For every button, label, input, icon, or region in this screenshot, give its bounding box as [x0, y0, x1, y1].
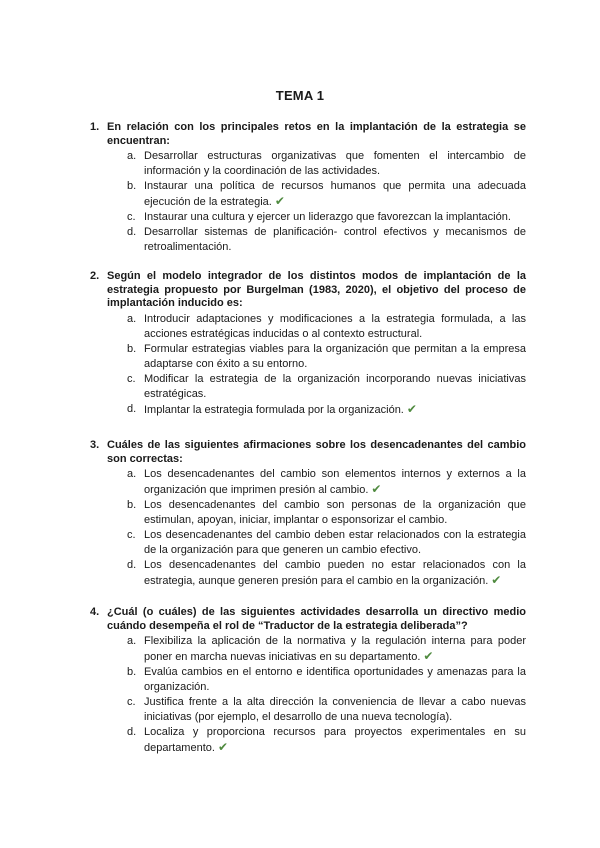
page-title: TEMA 1: [275, 88, 325, 103]
check-mark-icon: ✔: [371, 482, 382, 496]
question-3: [90, 439, 526, 589]
option-2c: [90, 372, 526, 402]
option-3c: [90, 528, 526, 558]
option-text: Introducir adaptaciones y modificaciones a la estrategia formulada, a las acciones estratégicas inducidas o al contexto estructural.: [144, 312, 526, 340]
option-letter: b.: [127, 666, 137, 678]
option-4b: [90, 665, 526, 695]
option-1c: [90, 210, 526, 225]
option-text: Los desencadenantes del cambio son elementos internos y externos a la organización que imprimen presión al cambio.: [144, 468, 526, 496]
option-letter: b.: [127, 342, 137, 355]
option-letter: d.: [127, 559, 137, 571]
option-text: Los desencadenantes del cambio pueden no estar relacionados con la estrategia, aunque generen presión para el cambio en la organización.: [144, 559, 526, 587]
option-letter: b.: [127, 499, 137, 511]
question-1-heading: [90, 121, 526, 148]
check-mark-icon: ✔: [274, 194, 285, 208]
question-1-options: [90, 149, 526, 255]
question-number: 3.: [90, 439, 100, 451]
question-4-options: [90, 634, 526, 756]
question-number: 4.: [90, 606, 100, 618]
option-1a: [90, 149, 526, 179]
option-text: Localiza y proporciona recursos para proyectos experimentales en su departamento.: [144, 726, 526, 754]
option-text: Instaurar una cultura y ejercer un liderazgo que favorezcan la implantación.: [144, 211, 511, 223]
check-mark-icon: ✔: [423, 649, 434, 663]
option-letter: a.: [127, 150, 137, 162]
option-letter: d.: [127, 726, 137, 738]
option-text: Desarrollar estructuras organizativas que fomenten el intercambio de información y la coordinación de las actividades.: [144, 150, 526, 177]
option-3a: [90, 467, 526, 498]
option-letter: a.: [127, 468, 137, 480]
option-text: Evalúa cambios en el entorno e identifica oportunidades y amenazas para la organización.: [144, 666, 526, 693]
check-mark-icon: ✔: [406, 401, 417, 416]
question-text: ¿Cuál (o cuáles) de las siguientes actividades desarrolla un directivo medio cuándo desempeña el rol de “Traductor de la estrategia deliberada”?: [107, 606, 526, 632]
option-letter: d.: [127, 402, 137, 415]
option-4c: [90, 695, 526, 725]
question-3-heading: [90, 439, 526, 466]
option-1b: [90, 179, 526, 210]
check-mark-icon: ✔: [217, 740, 228, 754]
question-number: 1.: [90, 121, 100, 133]
option-text: Los desencadenantes del cambio deben estar relacionados con la estrategia de la organización para que generen un cambio efectivo.: [144, 529, 526, 556]
question-4: [90, 606, 526, 756]
option-1d: [90, 225, 526, 255]
option-text: Desarrollar sistemas de planificación- control efectivos y mecanismos de retroalimentación.: [144, 226, 526, 253]
option-text: Flexibiliza la aplicación de la normativa y la regulación interna para poder poner en marcha nuevas iniciativas en su departamento.: [144, 635, 526, 663]
option-2a: [90, 312, 526, 342]
question-2-options: [90, 312, 526, 418]
option-text: Implantar la estrategia formulada por la organización.: [144, 403, 404, 416]
option-letter: c.: [127, 372, 136, 385]
option-4d: [90, 725, 526, 756]
option-letter: c.: [127, 696, 136, 708]
option-3d: [90, 558, 526, 589]
question-2-heading: [90, 270, 526, 311]
question-1: [90, 121, 526, 255]
option-letter: a.: [127, 635, 137, 647]
option-text: Justifica frente a la alta dirección la conveniencia de llevar a cabo nuevas iniciativas (por ejemplo, el desarrollo de una nueva tecnología).: [144, 696, 526, 723]
question-4-heading: [90, 606, 526, 633]
question-3-options: [90, 467, 526, 589]
option-2d: [90, 402, 526, 418]
question-text: Cuáles de las siguientes afirmaciones sobre los desencadenantes del cambio son correctas:: [107, 439, 526, 465]
option-letter: b.: [127, 180, 137, 192]
question-number: 2.: [90, 270, 100, 282]
question-text: En relación con los principales retos en la implantación de la estrategia se encuentran:: [107, 121, 526, 147]
option-letter: c.: [127, 211, 136, 223]
question-text: Según el modelo integrador de los distintos modos de implantación de la estrategia propuesto por Burgelman (1983, 2020), el objetivo del proceso de implantación inducido es:: [107, 270, 526, 309]
option-text: Modificar la estrategia de la organización incorporando nuevas iniciativas estratégicas.: [144, 372, 526, 400]
option-letter: d.: [127, 226, 137, 238]
option-letter: c.: [127, 529, 136, 541]
option-2b: [90, 342, 526, 372]
question-2: [90, 270, 526, 418]
option-text: Instaurar una política de recursos humanos que permita una adecuada ejecución de la estrategia.: [144, 180, 526, 208]
option-letter: a.: [127, 312, 137, 325]
option-text: Los desencadenantes del cambio son personas de la organización que estimulan, apoyan, iniciar, implantar o esponsorizar el cambio.: [144, 499, 526, 526]
option-text: Formular estrategias viables para la organización que permitan a la empresa adaptarse con éxito a su entorno.: [144, 342, 526, 370]
option-4a: [90, 634, 526, 665]
check-mark-icon: ✔: [491, 573, 502, 587]
option-3b: [90, 498, 526, 528]
